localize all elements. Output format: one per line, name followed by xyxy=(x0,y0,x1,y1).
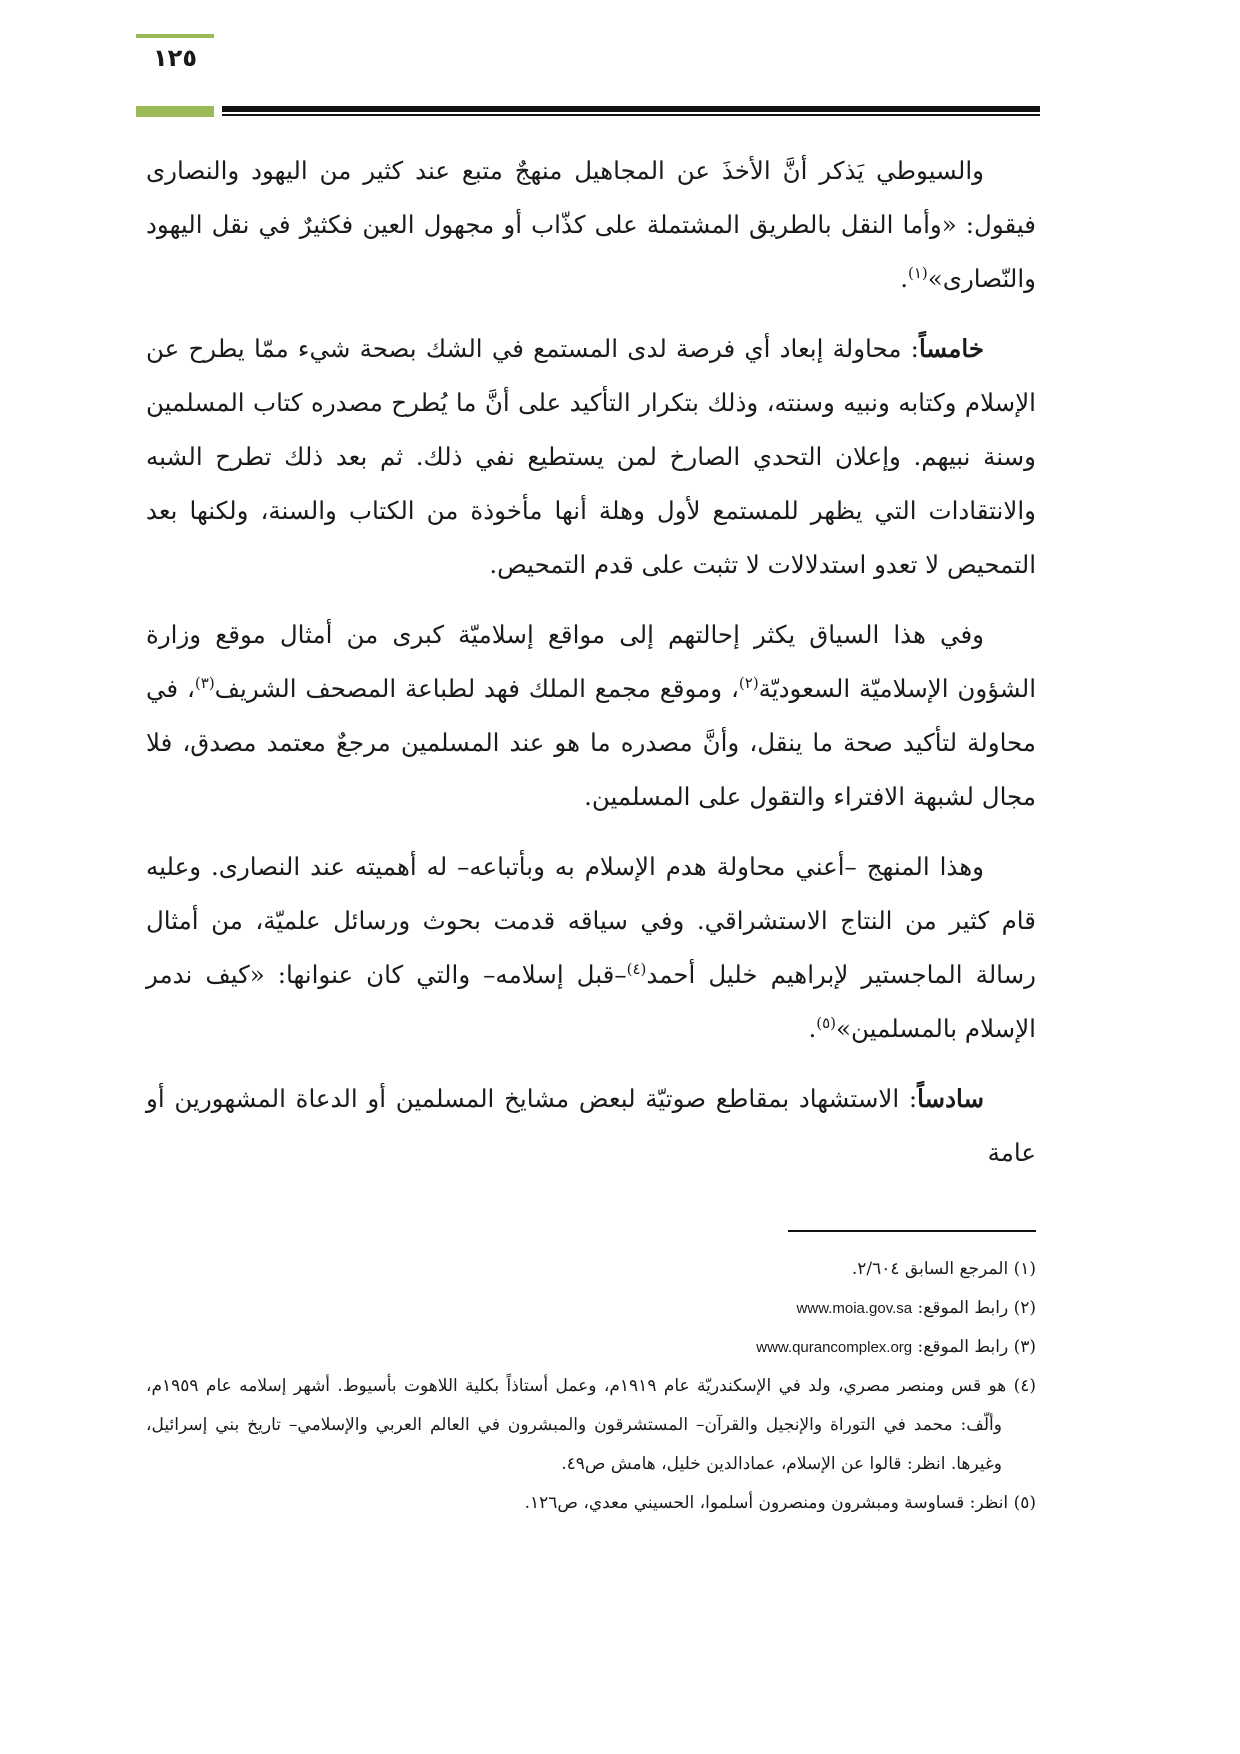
paragraph-tail: . xyxy=(808,1014,817,1043)
paragraph-fifth xyxy=(146,322,1036,592)
footnote-text: انظر: قساوسة ومبشرون ومنصرون أسلموا، الحسيني معدي، ص١٢٦. xyxy=(524,1493,1009,1513)
paragraph-text: : محاولة إبعاد أي فرصة لدى المستمع في الشك بصحة شيء ممّا يطرح عن الإسلام وكتابه ونبيه وسنته، وذلك بتكرار التأكيد على أنَّ ما يُطرح مصدره كتاب المسلمين وسنة نبيهم. وإعلان التحدي الصارخ لمن يستطيع نفي ذلك. ثم بعد ذلك تطرح الشبه والانتقادات التي يظهر للمستمع لأول وهلة أنها مأخوذة من الكتاب والسنة، ولكنها بعد التمحيص لا تعدو استدلالات لا تثبت على قدم التمحيص. xyxy=(146,334,1036,579)
paragraph-text: ، في محاولة لتأكيد صحة ما ينقل، وأنَّ مصدره ما هو عند المسلمين مرجعٌ معتمد مصدق، فلا مجال لشبهة الافتراء والتقول على المسلمين. xyxy=(146,674,1036,811)
paragraph-websites xyxy=(146,608,1036,824)
paragraph-method xyxy=(146,840,1036,1056)
footnote-1 xyxy=(146,1250,1036,1289)
paragraph-text: وفي هذا السياق يكثر إحالتهم إلى مواقع إسلاميّة كبرى من أمثال موقع وزارة الشؤون الإسلاميّة السعوديّة xyxy=(146,620,1037,703)
footnote-2 xyxy=(146,1289,1036,1328)
footnote-link-moia[interactable]: www.moia.gov.sa xyxy=(796,1300,913,1317)
paragraph-text: والسيوطي يَذكر أنَّ الأخذَ عن المجاهيل منهجٌ متبع عند كثير من اليهود والنصارى فيقول: «وأما النقل بالطريق المشتملة على كذّاب أو مجهول العين فكثيرٌ في نقل اليهود والنّصارى» xyxy=(146,156,1036,293)
paragraph-sixth xyxy=(146,1072,1036,1180)
footnote-number: (٢) xyxy=(1013,1298,1036,1318)
footnote-number: (٣) xyxy=(1013,1337,1036,1357)
header-rule-thin xyxy=(222,114,1040,116)
footnote-text: رابط الموقع: xyxy=(917,1298,1009,1318)
footnote-link-qurancomplex[interactable]: www.qurancomplex.org xyxy=(756,1339,913,1356)
paragraph-lead-sixth: سادساً xyxy=(917,1084,984,1113)
header-accent-line xyxy=(136,34,214,38)
footnote-separator xyxy=(788,1230,1036,1232)
footnote-ref-3[interactable]: (٣) xyxy=(194,673,215,692)
page-number: ١٢٥ xyxy=(153,44,197,72)
footnote-number: (٤) xyxy=(1013,1376,1037,1396)
paragraph-tail: . xyxy=(900,264,908,293)
footnote-ref-4[interactable]: (٤) xyxy=(626,959,647,978)
footnote-ref-1[interactable]: (١) xyxy=(908,263,928,282)
paragraph-suyuti xyxy=(146,144,1036,306)
header-rule xyxy=(222,106,1040,112)
footnote-4 xyxy=(146,1367,1036,1484)
footnote-text: رابط الموقع: xyxy=(917,1337,1009,1357)
footnote-3 xyxy=(146,1328,1036,1367)
footnote-number: (١) xyxy=(1013,1259,1036,1279)
paragraph-text: ، وموقع مجمع الملك فهد لطباعة المصحف الشريف xyxy=(214,674,739,703)
paragraph-text: : الاستشهاد بمقاطع صوتيّة لبعض مشايخ المسلمين أو الدعاة المشهورين أو عامة xyxy=(146,1084,1036,1167)
footnote-ref-5[interactable]: (٥) xyxy=(816,1013,837,1032)
body-text xyxy=(146,144,1036,1196)
footnote-text: هو قس ومنصر مصري، ولد في الإسكندريّة عام ١٩١٩م، وعمل أستاذاً بكلية اللاهوت بأسيوط. أشهر إسلامه عام ١٩٥٩م، وألّف: محمد في التوراة والإنجيل والقرآن– المستشرقون والمبشرون في العالم العربي والإسلامي– تاريخ بني إسرائيل، وغيرها. انظر: قالوا عن الإسلام، عمادالدين خليل، هامش ص٤٩. xyxy=(146,1376,1007,1474)
footnote-5 xyxy=(146,1484,1036,1523)
footnote-text: المرجع السابق ٢/٦٠٤. xyxy=(851,1259,1009,1279)
footnote-ref-2[interactable]: (٢) xyxy=(738,673,759,692)
paragraph-text: –قبل إسلامه– والتي كان عنوانها: «كيف ندمر الإسلام بالمسلمين» xyxy=(146,960,1036,1043)
header-accent-block xyxy=(136,106,214,117)
footnote-number: (٥) xyxy=(1013,1493,1036,1513)
footnotes xyxy=(146,1250,1036,1523)
paragraph-text: وهذا المنهج –أعني محاولة هدم الإسلام به وبأتباعه– له أهميته عند النصارى. وعليه قام كثير من النتاج الاستشراقي. وفي سياقه قدمت بحوث ورسائل علميّة، من أمثال رسالة الماجستير لإبراهيم خليل أحمد xyxy=(146,852,1036,989)
paragraph-lead-fifth: خامساً xyxy=(918,334,984,363)
